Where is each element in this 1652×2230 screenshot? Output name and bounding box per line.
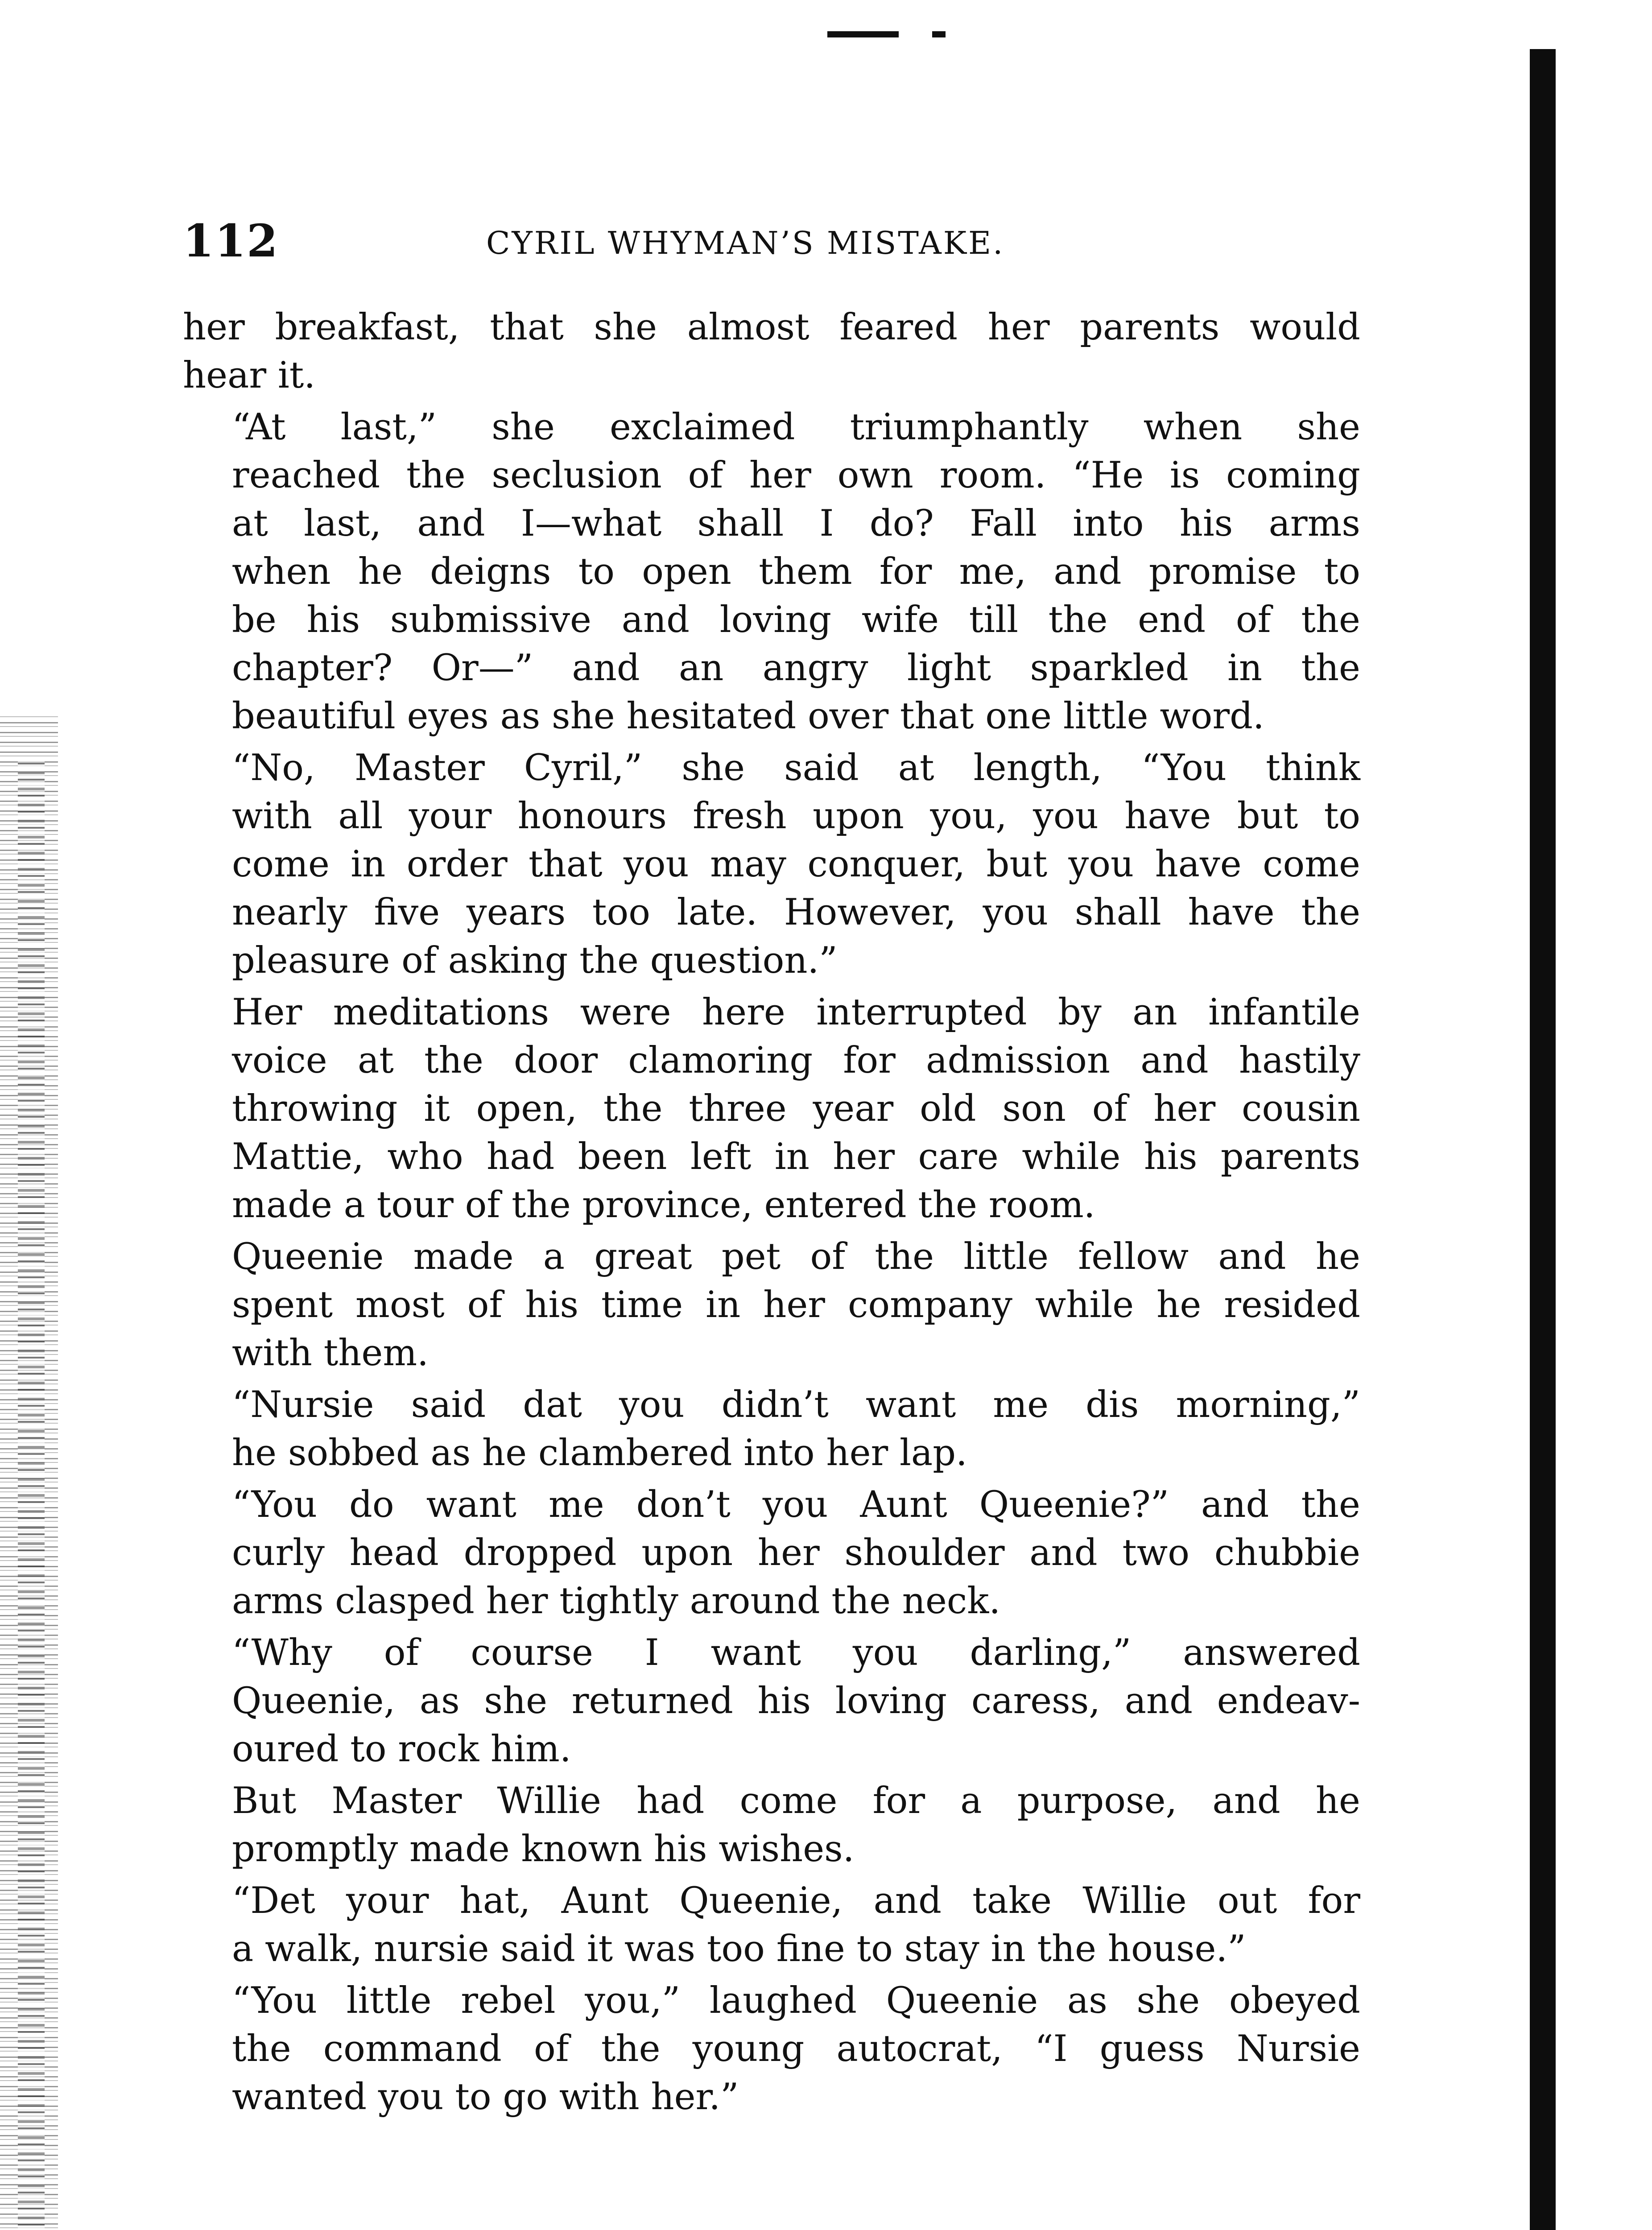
text-line: reached the seclusion of her own room. “He is coming [232,454,1360,496]
scan-binding-edge [1530,49,1556,2230]
text-line: Queenie made a great pet of the little fellow and he [232,1236,1360,1278]
text-line: voice at the door clamoring for admission and hastily [232,1040,1360,1082]
paragraph [183,1777,1360,1873]
paragraph [183,744,1360,985]
text-line: spent most of his time in her company while he resided [232,1284,1360,1326]
text-line: curly head dropped upon her shoulder and two chubbie [232,1532,1360,1574]
paragraph [183,988,1360,1229]
text-line: beautiful eyes as she hesitated over that one little word. [232,695,1264,737]
text-line: nearly five years too late. However, you shall have the [232,892,1360,933]
body-text [183,303,1360,2121]
text-line: at last, and I—what shall I do? Fall into his arms [232,503,1360,545]
text-line: when he deigns to open them for me, and promise to [232,551,1360,593]
paragraph [183,1481,1360,1625]
paragraph [183,1877,1360,1973]
text-line: wanted you to go with her.” [232,2076,739,2118]
text-line: promptly made known his wishes. [232,1828,855,1870]
text-line: oured to rock him. [232,1728,571,1770]
paragraph [183,303,1360,400]
text-line: “You do want me don’t you Aunt Queenie?” and the [232,1484,1360,1526]
text-line: Her meditations were here interrupted by an infantile [232,991,1360,1033]
scan-mark [827,31,899,37]
scan-page-edge [18,758,45,2230]
paragraph [183,1629,1360,1773]
text-line: But Master Willie had come for a purpose, and he [232,1780,1360,1822]
text-line: a walk, nursie said it was too fine to stay in the house.” [232,1928,1246,1970]
page-number: 112 [183,215,279,267]
text-line: made a tour of the province, entered the room. [232,1184,1095,1226]
text-line: Queenie, as she returned his loving caress, and endeav- [232,1680,1360,1722]
page-header [183,214,1387,268]
paragraph [183,1977,1360,2121]
text-line: be his submissive and loving wife till the end of the [232,599,1360,641]
paragraph [183,403,1360,740]
text-line: throwing it open, the three year old son of her cousin [232,1088,1360,1130]
text-line: chapter? Or—” and an angry light sparkled in the [232,647,1360,689]
text-line: with all your honours fresh upon you, you have but to [232,795,1360,837]
running-head: CYRIL WHYMAN’S MISTAKE. [486,225,1005,261]
text-line: “Nursie said dat you didn’t want me dis morning,” [232,1384,1360,1426]
paragraph [183,1233,1360,1377]
text-line: “Why of course I want you darling,” answered [232,1632,1360,1674]
text-line: arms clasped her tightly around the neck. [232,1580,1001,1622]
text-line: “Det your hat, Aunt Queenie, and take Willie out for [232,1880,1360,1922]
text-line: with them. [232,1332,429,1374]
text-line: pleasure of asking the question.” [232,940,838,982]
text-line: hear it. [183,355,316,396]
text-line: he sobbed as he clambered into her lap. [232,1432,967,1474]
text-line: come in order that you may conquer, but you have come [232,843,1360,885]
text-line: “You little rebel you,” laughed Queenie as she obeyed [232,1980,1360,2022]
text-line: Mattie, who had been left in her care while his parents [232,1136,1360,1178]
paragraph [183,1381,1360,1477]
text-line: “At last,” she exclaimed triumphantly when she [232,406,1360,448]
text-line: her breakfast, that she almost feared her parents would [183,306,1360,348]
scan-mark [932,31,946,37]
text-line: the command of the young autocrat, “I guess Nursie [232,2028,1360,2070]
text-line: “No, Master Cyril,” she said at length, “You think [232,747,1360,789]
